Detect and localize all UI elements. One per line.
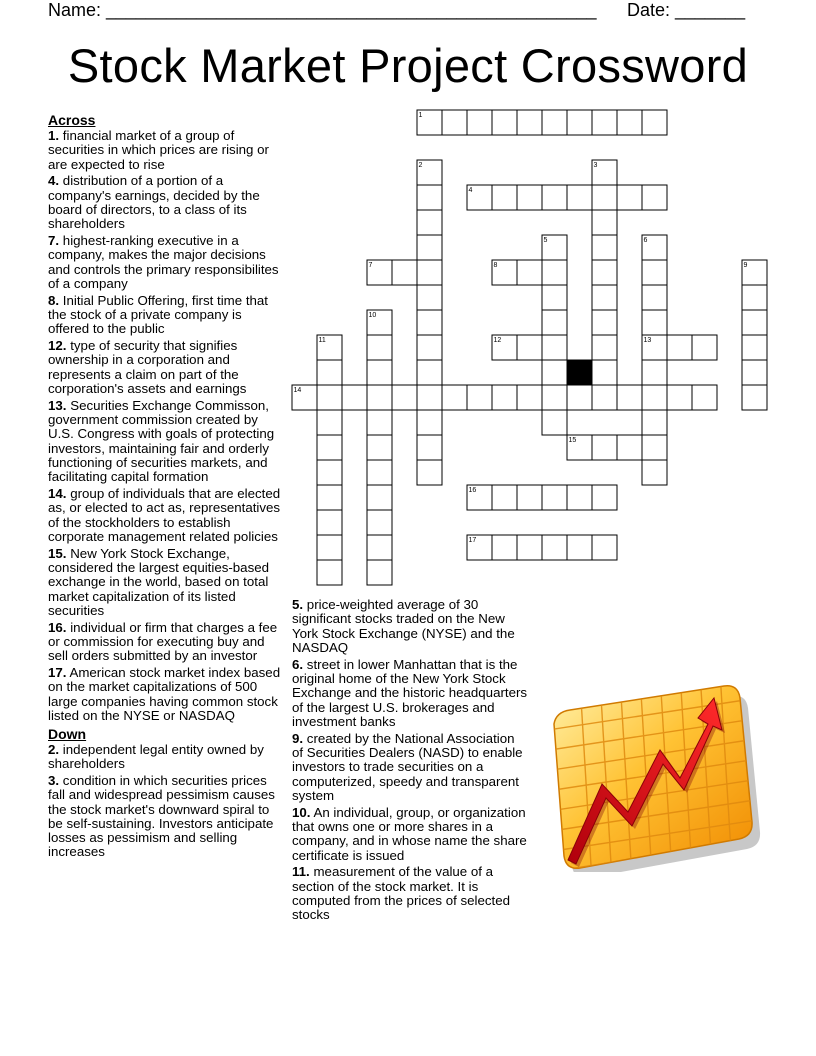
date-line[interactable]: Date: _______	[627, 0, 746, 20]
crossword-cell[interactable]	[592, 160, 617, 185]
crossword-cell[interactable]	[417, 360, 442, 385]
cell-number: 3	[593, 162, 598, 169]
cell-number: 16	[468, 487, 477, 494]
crossword-cell[interactable]	[592, 385, 617, 410]
crossword-cell[interactable]	[317, 410, 342, 435]
clue-text: distribution of a portion of a company's earnings, decided by the board of directors, to a class of its shareholders	[48, 173, 260, 232]
clue-number: 13.	[48, 397, 67, 413]
crossword-cell[interactable]	[417, 385, 442, 410]
down-clue	[292, 806, 528, 863]
across-clue	[48, 547, 282, 618]
crossword-cell[interactable]	[517, 260, 542, 285]
crossword-cell[interactable]	[642, 285, 667, 310]
clue-number: 9.	[292, 730, 304, 746]
crossword-cell[interactable]	[417, 210, 442, 235]
clue-text: highest-ranking executive in a company, makes the major decisions and controls the primary responsibilites of a company	[48, 233, 279, 291]
cell-number: 6	[643, 237, 648, 244]
crossword-cell[interactable]	[392, 260, 417, 285]
crossword-cell[interactable]	[642, 110, 667, 135]
clue-text: group of individuals that are elected as, or elected to act as, representatives of the stockholders to establish corporate management related policies	[48, 486, 281, 545]
clue-text: individual or firm that charges a fee or commission for executing buy and sell orders submitted by an investor	[48, 619, 278, 664]
clue-number: 7.	[48, 233, 60, 249]
crossword-cell[interactable]	[542, 410, 567, 435]
clue-number: 4.	[48, 173, 60, 189]
crossword-cell[interactable]	[692, 335, 717, 360]
crossword-cell[interactable]	[642, 185, 667, 210]
cell-number: 9	[743, 262, 748, 269]
down-clue	[292, 865, 528, 922]
crossword-cell[interactable]	[367, 535, 392, 560]
clue-number: 16.	[48, 619, 67, 635]
crossword-cell[interactable]	[317, 435, 342, 460]
clue-number: 14.	[48, 486, 67, 502]
cell-number: 4	[468, 187, 473, 194]
crossword-cell[interactable]	[367, 560, 392, 585]
down-clue	[292, 658, 528, 729]
crossword-cell[interactable]	[542, 485, 567, 510]
crossword-cell[interactable]	[417, 235, 442, 260]
crossword-cell[interactable]	[467, 485, 492, 510]
clue-number: 12.	[48, 338, 67, 354]
crossword-cell[interactable]	[367, 460, 392, 485]
crossword-cell[interactable]	[592, 110, 617, 135]
cell-number: 2	[418, 162, 423, 169]
crossword-cell[interactable]	[517, 535, 542, 560]
crossword-cell[interactable]	[492, 185, 517, 210]
crossword-cell[interactable]	[667, 385, 692, 410]
crossword-cell[interactable]	[317, 335, 342, 360]
crossword-cell[interactable]	[417, 460, 442, 485]
crossword-cell[interactable]	[617, 110, 642, 135]
crossword-cell[interactable]	[517, 385, 542, 410]
crossword-cell[interactable]	[317, 535, 342, 560]
crossword-cell[interactable]	[567, 435, 592, 460]
cell-number: 15	[568, 437, 577, 444]
crossword-cell[interactable]	[417, 110, 442, 135]
down-clue	[292, 598, 528, 655]
across-clue	[48, 174, 282, 231]
crossword-cell[interactable]	[667, 335, 692, 360]
crossword-cell[interactable]	[742, 260, 767, 285]
crossword-cell[interactable]	[517, 485, 542, 510]
crossword-cell[interactable]	[642, 335, 667, 360]
crossword-cell[interactable]	[642, 310, 667, 335]
crossword-cell[interactable]	[567, 385, 592, 410]
crossword-cell[interactable]	[517, 335, 542, 360]
clues-left-column	[48, 112, 282, 862]
crossword-cell[interactable]	[517, 185, 542, 210]
crossword-cell[interactable]	[542, 385, 567, 410]
clue-text: created by the National Association of Securities Dealers (NASD) to enable investors to trade securities on a computerized, speedy and transparent system	[292, 730, 523, 803]
name-line[interactable]: Name: _________________________________________________	[48, 0, 597, 20]
crossword-cell[interactable]	[467, 110, 492, 135]
crossword-cell[interactable]	[642, 360, 667, 385]
across-clue	[48, 339, 282, 396]
crossword-cell[interactable]	[417, 435, 442, 460]
clue-number: 1.	[48, 128, 60, 143]
crossword-cell[interactable]	[617, 435, 642, 460]
clue-number: 11.	[292, 864, 310, 880]
crossword-cell[interactable]	[592, 335, 617, 360]
clue-text: Initial Public Offering, first time that the stock of a private company is offered to the public	[48, 292, 268, 337]
clue-text: New York Stock Exchange, considered the largest equities-based exchange in the world, based on total market capitalization of its listed securities	[48, 545, 270, 618]
crossword-cell[interactable]	[417, 310, 442, 335]
clues-right-column	[292, 598, 528, 925]
crossword-cell[interactable]	[567, 110, 592, 135]
crossword-cell[interactable]	[592, 360, 617, 385]
crossword-cell[interactable]	[542, 285, 567, 310]
across-clue	[48, 399, 282, 485]
black-cell	[567, 360, 592, 385]
crossword-cell[interactable]	[592, 185, 617, 210]
crossword-cell[interactable]	[442, 110, 467, 135]
clue-number: 17.	[48, 665, 67, 681]
clue-number: 2.	[48, 741, 60, 757]
clue-text: street in lower Manhattan that is the original home of the New York Stock Exchange and the historic headquarters of the largest U.S. brokerages and investment banks	[292, 656, 528, 729]
crossword-cell[interactable]	[742, 385, 767, 410]
crossword-cell[interactable]	[567, 185, 592, 210]
clue-text: financial market of a group of securities in which prices are rising or are expected to rise	[48, 128, 269, 172]
clue-text: price-weighted average of 30 significant stocks traded on the New York Stock Exchange (NYSE) and the NASDAQ	[292, 597, 515, 655]
crossword-cell[interactable]	[492, 110, 517, 135]
clue-text: American stock market index based on the market capitalizations of 500 large companies having common stock listed on the NYSE or NASDAQ	[48, 665, 281, 724]
across-clue	[48, 294, 282, 337]
cell-number: 5	[543, 237, 548, 244]
clue-number: 8.	[48, 292, 60, 308]
crossword-cell[interactable]	[492, 335, 517, 360]
cell-number: 12	[493, 337, 502, 344]
clue-text: type of security that signifies ownership in a corporation and represents a claim on part of the corporation's assets and earnings	[48, 338, 247, 397]
crossword-cell[interactable]	[592, 485, 617, 510]
crossword-cell[interactable]	[317, 510, 342, 535]
across-clue	[48, 666, 282, 723]
crossword-cell[interactable]	[442, 385, 467, 410]
crossword-cell[interactable]	[642, 385, 667, 410]
crossword-cell[interactable]	[542, 360, 567, 385]
crossword-cell[interactable]	[317, 560, 342, 585]
clue-text: independent legal entity owned by shareholders	[48, 741, 264, 772]
rising-chart-illustration	[528, 672, 778, 872]
page-title: Stock Market Project Crossword	[67, 39, 749, 92]
across-clue	[48, 621, 282, 664]
crossword-cell[interactable]	[292, 385, 317, 410]
crossword-cell[interactable]	[567, 485, 592, 510]
crossword-cell[interactable]	[692, 385, 717, 410]
crossword-cell[interactable]	[542, 310, 567, 335]
crossword-cell[interactable]	[367, 385, 392, 410]
crossword-cell[interactable]	[617, 385, 642, 410]
across-clue	[48, 129, 282, 172]
across-clue	[48, 487, 282, 544]
crossword-cell[interactable]	[592, 310, 617, 335]
crossword-cell[interactable]	[492, 485, 517, 510]
crossword-cell[interactable]	[567, 535, 592, 560]
clue-text: measurement of the value of a section of the stock market. It is computed from the prices of selected stocks	[292, 864, 511, 923]
crossword-cell[interactable]	[367, 260, 392, 285]
crossword-cell[interactable]	[417, 285, 442, 310]
crossword-cell[interactable]	[592, 235, 617, 260]
clue-number: 6.	[292, 656, 304, 672]
cell-number: 17	[468, 537, 477, 544]
crossword-cell[interactable]	[517, 110, 542, 135]
cell-number: 11	[318, 337, 326, 344]
clue-text: Securities Exchange Commisson, government commission created by U.S. Congress with goals of protecting investors, maintaining fair and orderly functioning of securities markets, and facilitating capital formation	[48, 397, 275, 485]
crossword-cell[interactable]	[542, 260, 567, 285]
crossword-cell[interactable]	[542, 110, 567, 135]
crossword-cell[interactable]	[367, 310, 392, 335]
across-clue	[48, 234, 282, 291]
crossword-cell[interactable]	[592, 210, 617, 235]
crossword-cell[interactable]	[317, 460, 342, 485]
crossword-cell[interactable]	[742, 335, 767, 360]
cell-number: 7	[368, 262, 373, 269]
crossword-cell[interactable]	[417, 335, 442, 360]
crossword-cell[interactable]	[342, 385, 367, 410]
crossword-cell[interactable]	[417, 260, 442, 285]
crossword-cell[interactable]	[742, 310, 767, 335]
crossword-cell[interactable]	[367, 510, 392, 535]
crossword-cell[interactable]	[317, 485, 342, 510]
down-clue	[48, 774, 282, 860]
crossword-cell[interactable]	[642, 260, 667, 285]
crossword-cell[interactable]	[642, 460, 667, 485]
crossword-cell[interactable]	[467, 385, 492, 410]
crossword-cell[interactable]	[367, 335, 392, 360]
down-heading: Down	[48, 725, 87, 742]
crossword-cell[interactable]	[542, 185, 567, 210]
crossword-cell[interactable]	[317, 385, 342, 410]
crossword-cell[interactable]	[592, 260, 617, 285]
crossword-cell[interactable]	[617, 185, 642, 210]
cell-number: 1	[418, 112, 423, 119]
crossword-cell[interactable]	[542, 335, 567, 360]
crossword-cell[interactable]	[492, 535, 517, 560]
clue-text: An individual, group, or organization that owns one or more shares in a company, and in whose name the share certificate is issued	[292, 804, 527, 863]
crossword-cell[interactable]	[492, 385, 517, 410]
crossword-cell[interactable]	[592, 285, 617, 310]
down-clue	[48, 743, 282, 772]
crossword-cell[interactable]	[317, 360, 342, 385]
crossword-cell[interactable]	[392, 385, 417, 410]
cell-number: 13	[643, 337, 652, 344]
crossword-cell[interactable]	[367, 360, 392, 385]
clue-number: 15.	[48, 545, 67, 561]
crossword-cell[interactable]	[592, 535, 617, 560]
cell-number: 10	[368, 312, 377, 319]
crossword-cell[interactable]	[742, 285, 767, 310]
crossword-cell[interactable]	[642, 410, 667, 435]
crossword-cell[interactable]	[367, 485, 392, 510]
clue-number: 5.	[292, 597, 304, 612]
down-clue	[292, 732, 528, 803]
crossword-cell[interactable]	[542, 535, 567, 560]
across-heading: Across	[48, 112, 96, 128]
crossword-cell[interactable]	[467, 535, 492, 560]
crossword-cell[interactable]	[417, 410, 442, 435]
cell-number: 8	[493, 262, 498, 269]
crossword-cell[interactable]	[417, 160, 442, 185]
crossword-cell[interactable]	[592, 435, 617, 460]
crossword-cell[interactable]	[367, 410, 392, 435]
crossword-cell[interactable]	[492, 260, 517, 285]
clue-number: 10.	[292, 804, 311, 820]
clue-number: 3.	[48, 772, 60, 788]
cell-number: 14	[293, 387, 302, 394]
crossword-cell[interactable]	[742, 360, 767, 385]
clue-text: condition in which securities prices fall and widespread pessimism causes the stock market's downward spiral to be self-sustaining. Investors anticipate losses as pessimism and selling increases	[48, 772, 275, 860]
crossword-cell[interactable]	[417, 185, 442, 210]
crossword-cell[interactable]	[642, 435, 667, 460]
crossword-cell[interactable]	[642, 235, 667, 260]
crossword-cell[interactable]	[542, 235, 567, 260]
crossword-cell[interactable]	[467, 185, 492, 210]
crossword-cell[interactable]	[367, 435, 392, 460]
